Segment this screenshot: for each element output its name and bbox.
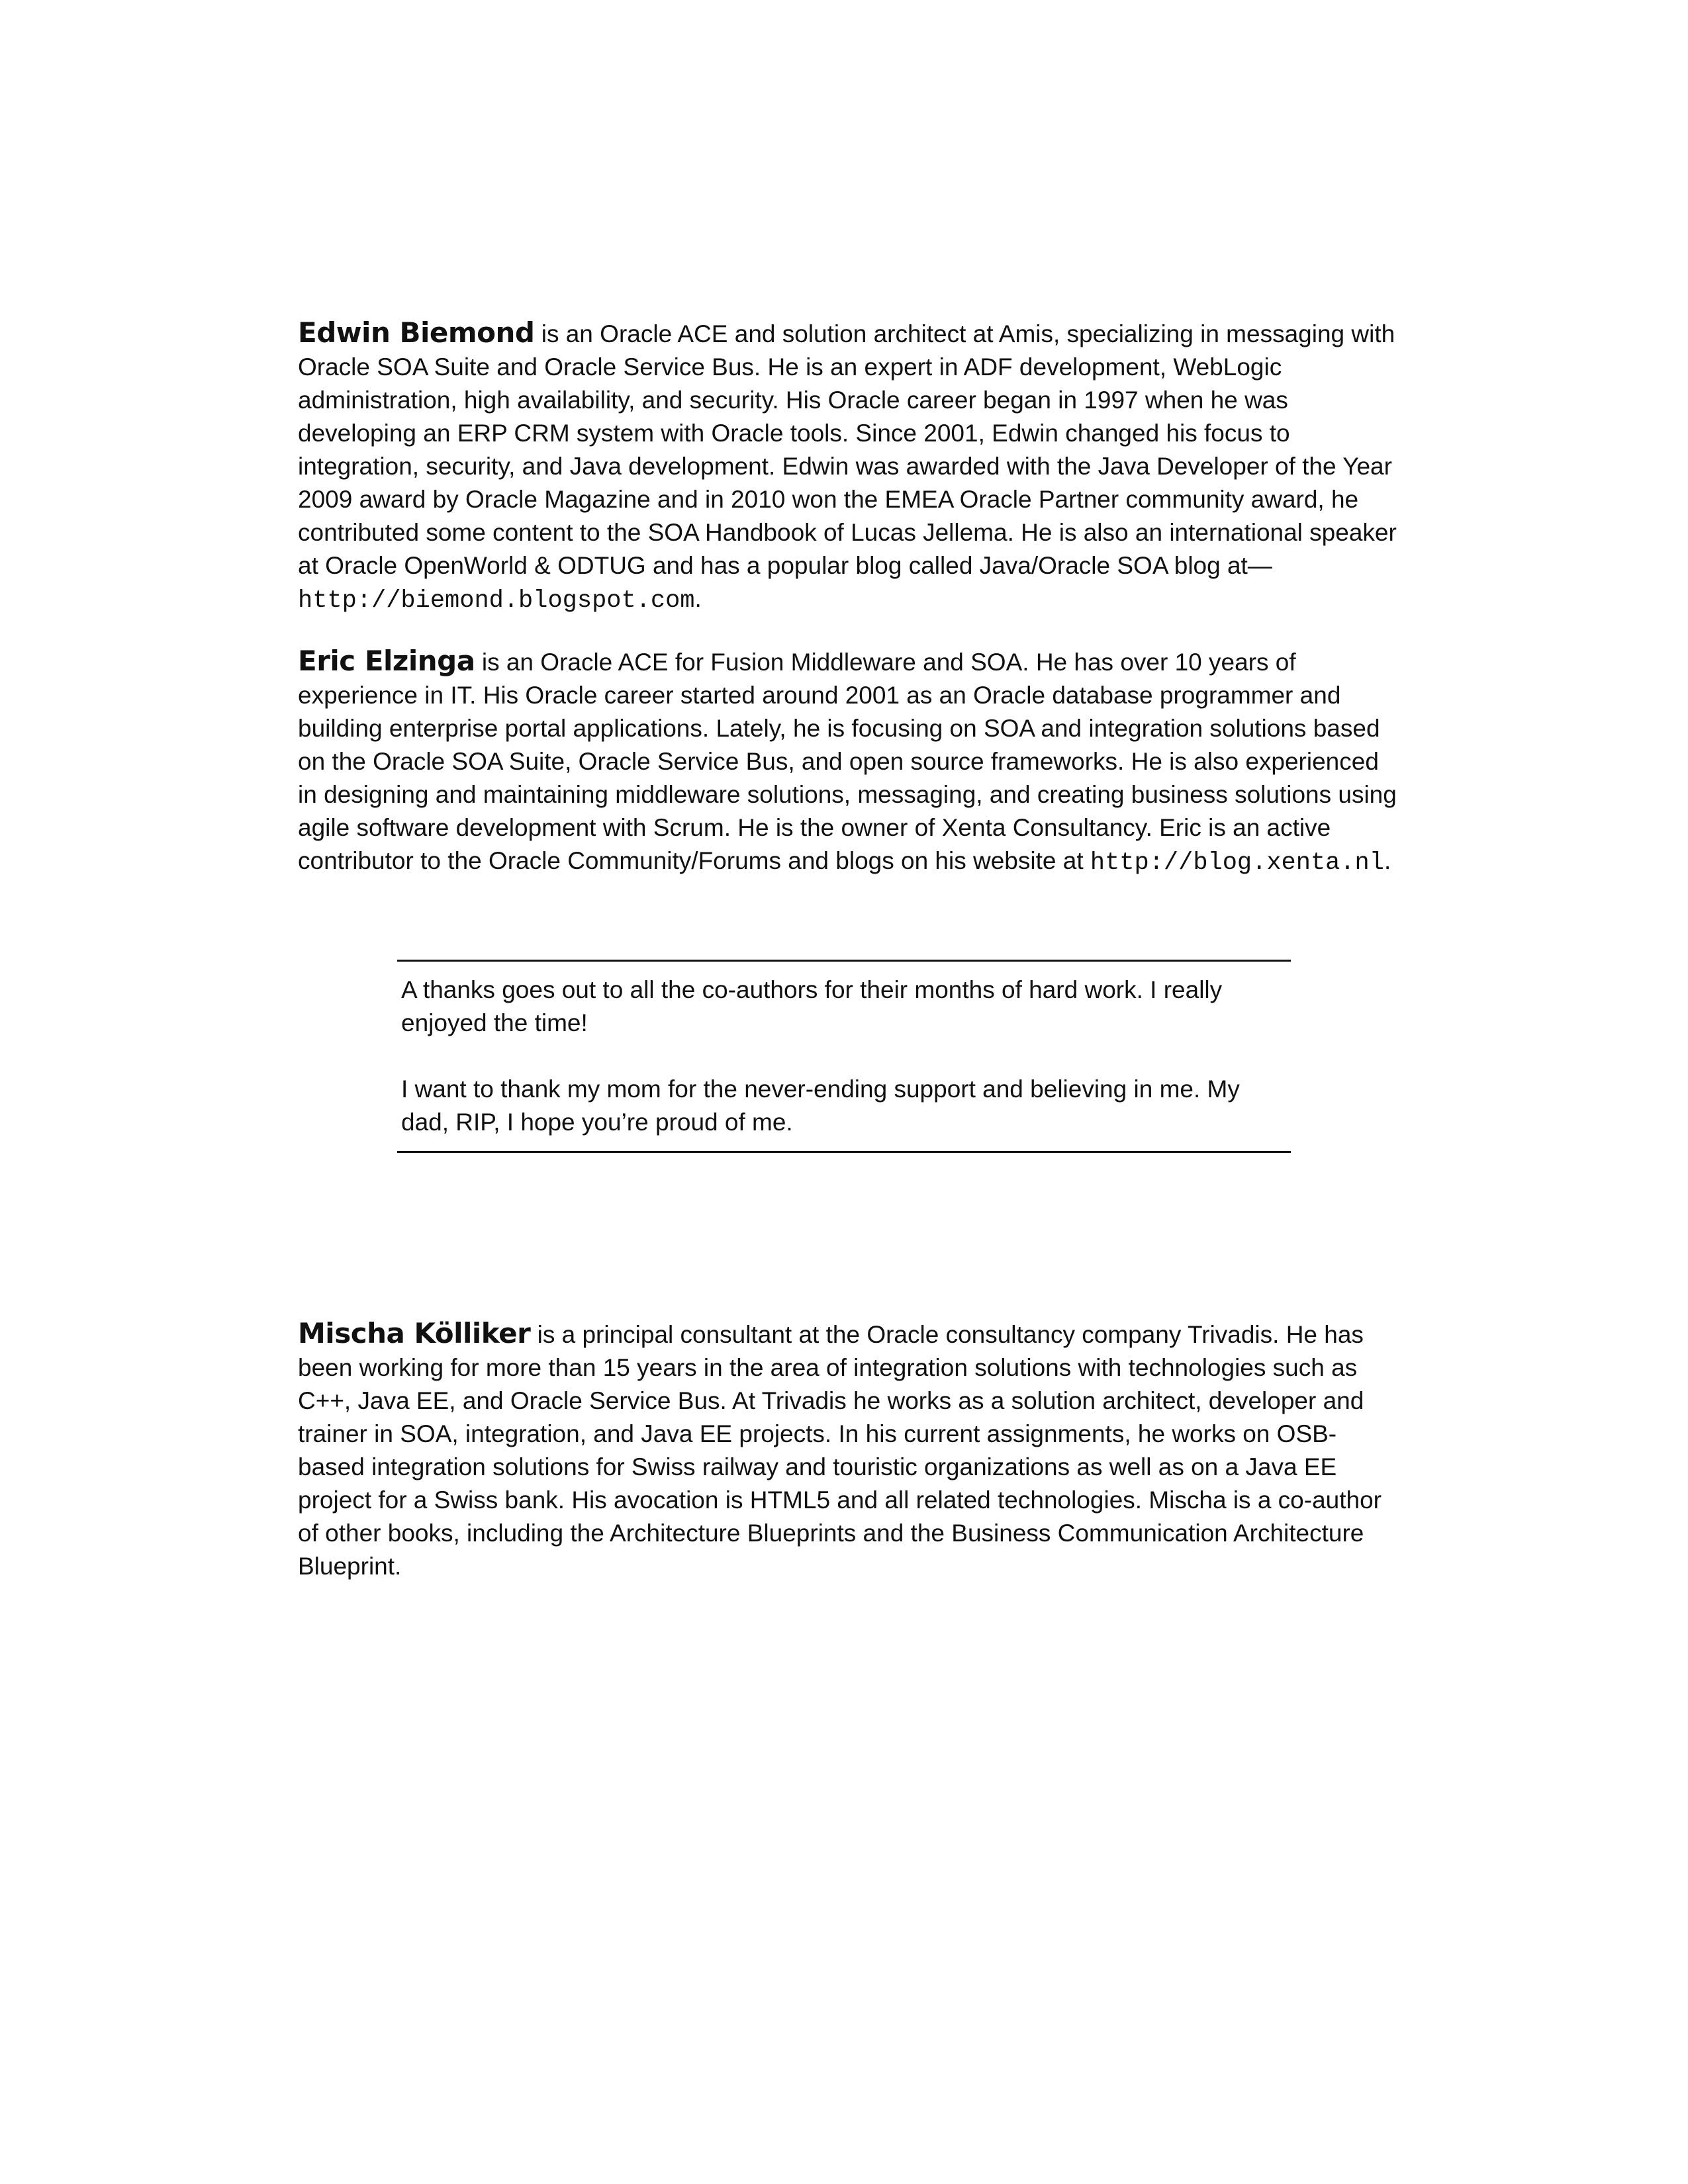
sentence-end: .	[694, 585, 702, 612]
bio-edwin-biemond	[298, 316, 1397, 617]
bio-text: is a principal consultant at the Oracle consultancy company Trivadis. He has been working for more than 15 years in the area of integration solutions with technologies such as C++, Java EE, and Oracle Service Bus. At Trivadis he works as a solution architect, developer and trainer in SOA, integration, and Java EE projects. In his current assignments, he works on OSB-based integration solutions for Swiss railway and touristic organizations as well as on a Java EE project for a Swiss bank. His avocation is HTML5 and all related technologies. Mischa is a co-author of other books, including the Architecture Blueprints and the Business Communication Architecture Blueprint.	[298, 1321, 1382, 1580]
sentence-end: .	[1383, 847, 1391, 874]
website-url: http://blog.xenta.nl	[1090, 849, 1384, 877]
acknowledgement-paragraph: I want to thank my mom for the never-ending support and believing in me. My dad, RIP, I hope you’re proud of me.	[401, 1075, 1240, 1136]
acknowledgement-paragraph: A thanks goes out to all the co-authors for their months of hard work. I really enjoyed the time!	[401, 976, 1223, 1036]
author-name: Edwin Biemond	[298, 316, 535, 349]
bio-mischa-kolliker	[298, 1317, 1397, 1583]
bio-text: is an Oracle ACE and solution architect at Amis, specializing in messaging with Oracle SOA Suite and Oracle Service Bus. He is an expert in ADF development, WebLogic administration, high availability, and security. His Oracle career began in 1997 when he was developing an ERP CRM system with Oracle tools. Since 2001, Edwin changed his focus to integration, security, and Java development. Edwin was awarded with the Java Developer of the Year 2009 award by Oracle Magazine and in 2010 won the EMEA Oracle Partner community award, he contributed some content to the SOA Handbook of Lucas Jellema. He is also an international speaker at Oracle OpenWorld & ODTUG and has a popular blog called Java/Oracle SOA blog at—	[298, 320, 1397, 579]
acknowledgement-box	[397, 960, 1291, 1153]
bio-text: is an Oracle ACE for Fusion Middleware and SOA. He has over 10 years of experience in IT. His Oracle career started around 2001 as an Oracle database programmer and building enterprise portal applications. Lately, he is focusing on SOA and integration solutions based on the Oracle SOA Suite, Oracle Service Bus, and open source frameworks. He is also experienced in designing and maintaining middleware solutions, messaging, and creating business solutions using agile software development with Scrum. He is the owner of Xenta Consultancy. Eric is an active contributor to the Oracle Community/Forums and blogs on his website at	[298, 649, 1397, 874]
blog-url: http://biemond.blogspot.com	[298, 587, 695, 615]
author-name: Eric Elzinga	[298, 645, 475, 677]
author-name: Mischa Kölliker	[298, 1317, 531, 1349]
bio-eric-elzinga	[298, 645, 1397, 880]
